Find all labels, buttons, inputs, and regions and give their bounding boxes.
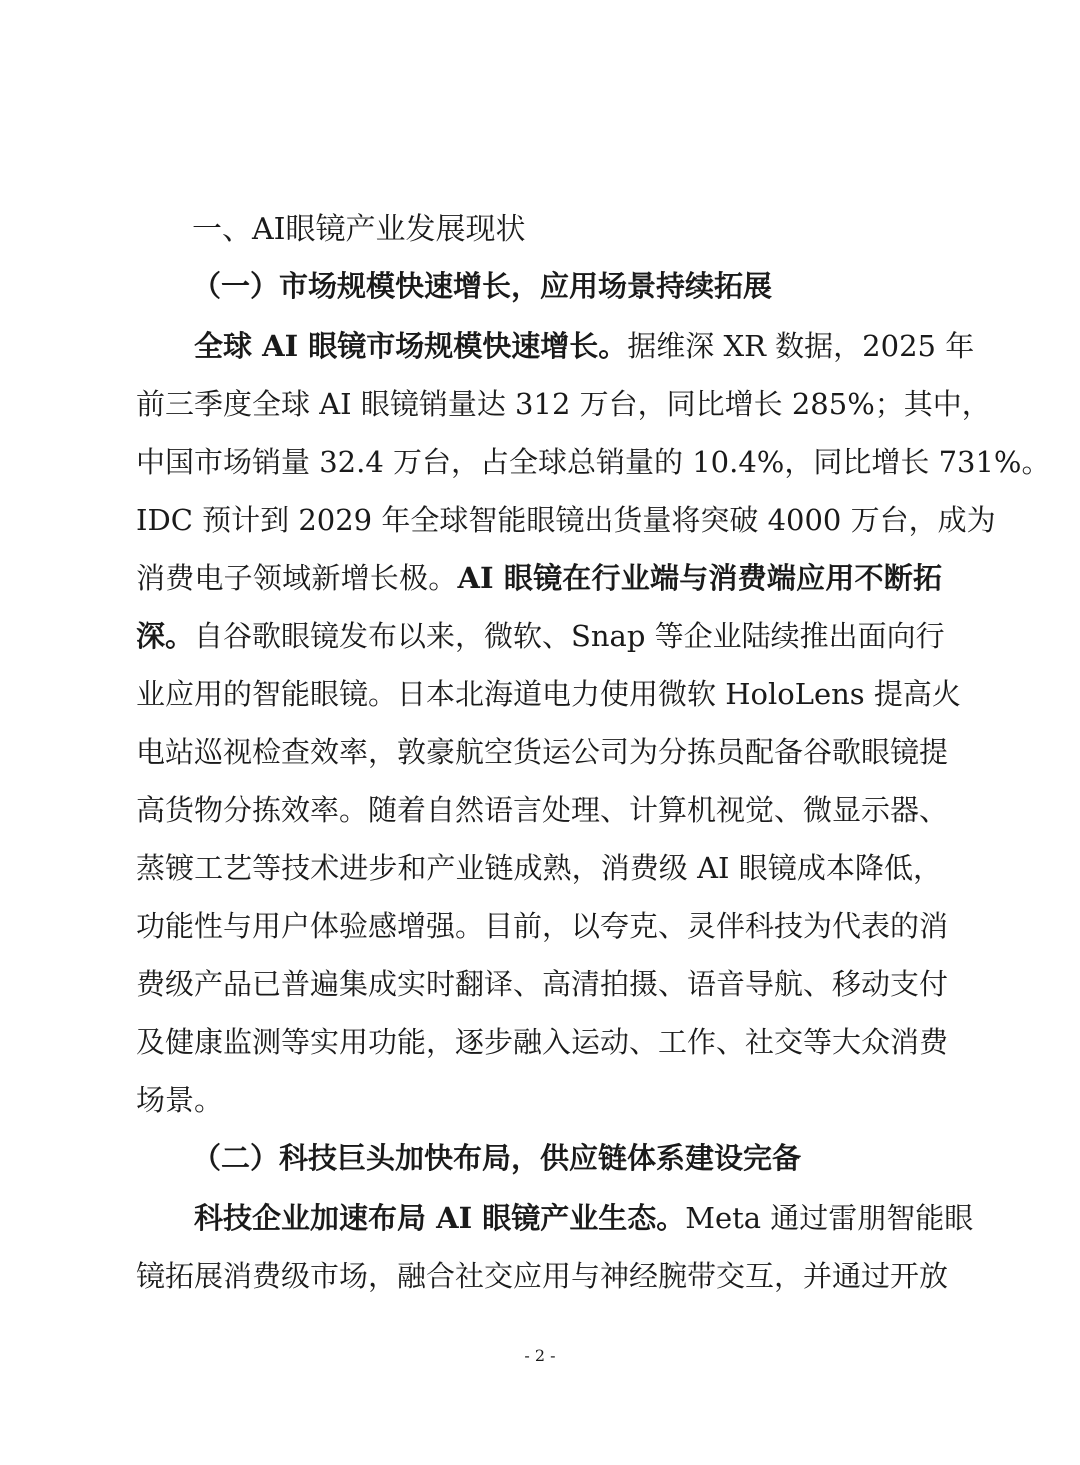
- paragraph-line: [136, 848, 942, 888]
- bold-lead: 深。: [136, 619, 195, 653]
- subsection-heading-2: （二）科技巨头加快布局，供应链体系建设完备: [192, 1141, 802, 1175]
- paragraph-line: [136, 616, 945, 656]
- line-text: 费级产品已普遍集成实时翻译、高清拍摄、语音导航、移动支付: [136, 967, 949, 1001]
- paragraph-line: [194, 326, 975, 366]
- line-text: 自谷歌眼镜发布以来，微软、Snap 等企业陆续推出面向行: [194, 619, 945, 653]
- paragraph-line: [194, 1198, 974, 1238]
- paragraph-line: [136, 964, 949, 1004]
- paragraph-line: [136, 790, 949, 830]
- bold-lead: 科技企业加速布局 AI 眼镜产业生态。: [194, 1201, 686, 1235]
- line-text: 据维深 XR 数据，2025 年: [627, 329, 975, 363]
- section-heading: 一、AI眼镜产业发展现状: [192, 212, 526, 247]
- paragraph-line: [136, 674, 961, 714]
- paragraph-line: [136, 1256, 949, 1296]
- line-text: 高货物分拣效率。随着自然语言处理、计算机视觉、微显示器、: [136, 793, 949, 827]
- line-text: 及健康监测等实用功能，逐步融入运动、工作、社交等大众消费: [136, 1025, 949, 1059]
- bold-lead: 全球 AI 眼镜市场规模快速增长。: [194, 329, 628, 363]
- paragraph-line: [136, 1022, 949, 1062]
- paragraph-line: [136, 1080, 942, 1120]
- line-text: 场景。: [136, 1083, 224, 1117]
- line-text: 功能性与用户体验感增强。目前，以夸克、灵伴科技为代表的消: [136, 909, 949, 943]
- paragraph-line: [136, 732, 949, 772]
- line-text: 消费电子领域新增长极。: [136, 561, 458, 595]
- line-text: 中国市场销量 32.4 万台，占全球总销量的 10.4%，同比增长 731%。: [136, 445, 1051, 479]
- line-text: IDC 预计到 2029 年全球智能眼镜出货量将突破 4000 万台，成为: [136, 503, 996, 537]
- paragraph-line: [136, 558, 942, 598]
- paragraph-line: [136, 906, 949, 946]
- paragraph-line: [136, 442, 1051, 482]
- paragraph-line: [136, 500, 996, 540]
- line-text: Meta 通过雷朋智能眼: [685, 1201, 974, 1235]
- line-text: 电站巡视检查效率，敦豪航空货运公司为分拣员配备谷歌眼镜提: [136, 735, 949, 769]
- page-number: - 2 -: [524, 1346, 556, 1365]
- line-text: 蒸镀工艺等技术进步和产业链成熟，消费级 AI 眼镜成本降低，: [136, 851, 942, 885]
- line-text: 业应用的智能眼镜。日本北海道电力使用微软 HoloLens 提高火: [136, 677, 961, 711]
- line-text: 镜拓展消费级市场，融合社交应用与神经腕带交互，并通过开放: [136, 1259, 949, 1293]
- paragraph-line: [136, 384, 991, 424]
- subsection-heading-1: （一）市场规模快速增长，应用场景持续拓展: [192, 269, 773, 303]
- line-text: 前三季度全球 AI 眼镜销量达 312 万台，同比增长 285%；其中，: [136, 387, 991, 421]
- bold-lead: AI 眼镜在行业端与消费端应用不断拓: [457, 561, 942, 595]
